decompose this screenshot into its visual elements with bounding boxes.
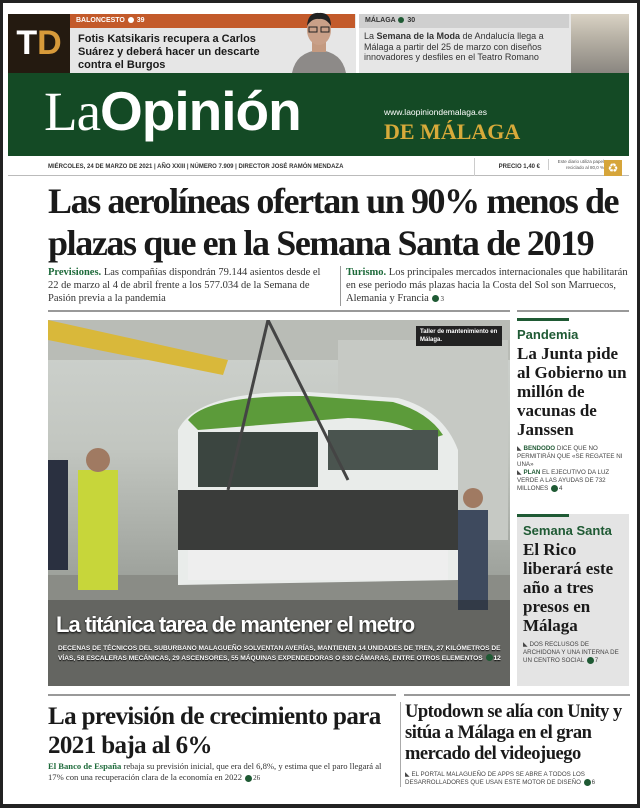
lead-headline[interactable]: Las aerolíneas ofertan un 90% menos de plazas que en la Semana Santa de 2019 xyxy=(48,181,619,263)
story-headline: La previsión de crecimiento para 2021 baja al 6% xyxy=(48,703,381,759)
side-story-pandemic[interactable] xyxy=(517,318,629,493)
story-subhead: El Banco de España rebaja su previsión inicial, que era del 6,8%, y estima que el paro llegará al 17% con una recuperación clara de la economía en 2022 26 xyxy=(48,761,382,782)
green-bar xyxy=(517,514,569,517)
issue-info: MIÉRCOLES, 24 DE MARZO DE 2021 | AÑO XXIII | NÚMERO 7.909 | DIRECTOR JOSÉ RAMÓN MENDAZA xyxy=(48,164,344,170)
bullet: ◣ DOS RECLUSOS DE ARCHIDONA Y UNA INTERNA DE UN CENTRO SOCIAL 7 xyxy=(523,641,619,665)
divider xyxy=(48,310,510,312)
kicker: Semana Santa xyxy=(523,523,612,538)
side-headline: El Rico liberará este año a tres presos en Málaga xyxy=(523,540,614,635)
side-headline: La Junta pide al Gobierno un millón de vacunas de Janssen xyxy=(517,344,627,439)
price: PRECIO 1,40 € xyxy=(474,158,548,176)
teaser-text: La Semana de la Moda de Andalucía llega a Málaga a partir del 25 de marzo con diseños innovadores y desfiles en el Teatro Romano xyxy=(359,28,569,66)
teaser-page: 30 xyxy=(407,17,416,24)
recycle-icon: ♻ xyxy=(604,160,622,176)
photo-subhead: DECENAS DE TÉCNICOS DEL SUBURBANO MALAGUEÑO SOLVENTAN AVERÍAS, MANTIENEN 14 UNIDADES DE TREN, 27 KILÓMETROS DE VÍAS, 58 ESCALERAS MECÁNICAS, 29 ASCENSORES, 55 MÁQUINAS EXPENDEDORAS O 630 CÁMARAS, ENTRE OTROS ELEMENTOS 12 xyxy=(58,645,501,662)
fashion-photo xyxy=(571,14,629,73)
teaser-section: MÁLAGA xyxy=(365,17,396,24)
teaser-fashion[interactable] xyxy=(359,14,629,73)
divider xyxy=(48,694,396,696)
td-logo: T D xyxy=(8,14,70,73)
metro-photo[interactable] xyxy=(48,320,510,686)
photo-caption: Taller de mantenimiento en Málaga. xyxy=(416,326,502,346)
newspaper-logo: LaOpinión xyxy=(44,80,301,142)
teaser-section: BALONCESTO xyxy=(76,17,125,24)
story-headline: Uptodown se alía con Unity y sitúa a Málaga en el gran mercado del videojuego xyxy=(405,702,622,764)
green-bar xyxy=(517,318,569,321)
lead-subhead-forecast: Previsiones. Las compañías dispondrán 79.144 asientos desde el 22 de marzo al 4 de abril frente a los 577.034 de la Semana de Pasión previa a la pandemia xyxy=(48,267,321,304)
recycled-note: Este diario utiliza papel reciclado al 80,0 % xyxy=(548,159,604,170)
logo-subtitle: DE MÁLAGA xyxy=(384,119,521,144)
divider xyxy=(404,694,630,696)
photo-headline[interactable]: La titánica tarea de mantener el metro xyxy=(56,612,415,637)
page-ref-icon xyxy=(486,654,493,661)
bullet: ◣ BENDODO DICE QUE NO PERMITIRÁN QUE «SE REGATEE NI UNA» xyxy=(517,445,623,468)
teaser-text: Fotis Katsikaris recupera a Carlos Suárez y deberá hacer un descarte contra el Burgos xyxy=(78,33,260,71)
kicker: Pandemia xyxy=(517,327,579,342)
story-subhead: ◣ EL PORTAL MALAGUEÑO DE APPS SE ABRE A TODOS LOS DESARROLLADORES QUE USAN ESTE MOTOR DE DISEÑO 6 xyxy=(405,771,596,787)
bullet: ◣ PLAN EL EJECUTIVO DA LUZ VERDE A LAS AYUDAS DE 732 MILLONES 4 xyxy=(517,469,610,493)
masthead xyxy=(8,73,629,156)
website-url[interactable]: www.laopiniondemalaga.es xyxy=(384,107,488,117)
teaser-page: 39 xyxy=(136,17,145,24)
story-growth-forecast[interactable] xyxy=(48,702,396,784)
divider xyxy=(517,310,629,312)
lead-subhead-tourism: Turismo. Los principales mercados internacionales que habilitarán en ese periodo más plazas hacia la Costa del Sol son Marruecos, Alemania y Francia 3 xyxy=(340,266,630,306)
person-photo xyxy=(288,8,350,73)
story-uptodown[interactable] xyxy=(400,702,630,787)
dateline xyxy=(8,158,629,176)
page-ref-icon xyxy=(432,295,439,302)
side-story-holy-week[interactable] xyxy=(517,514,629,686)
